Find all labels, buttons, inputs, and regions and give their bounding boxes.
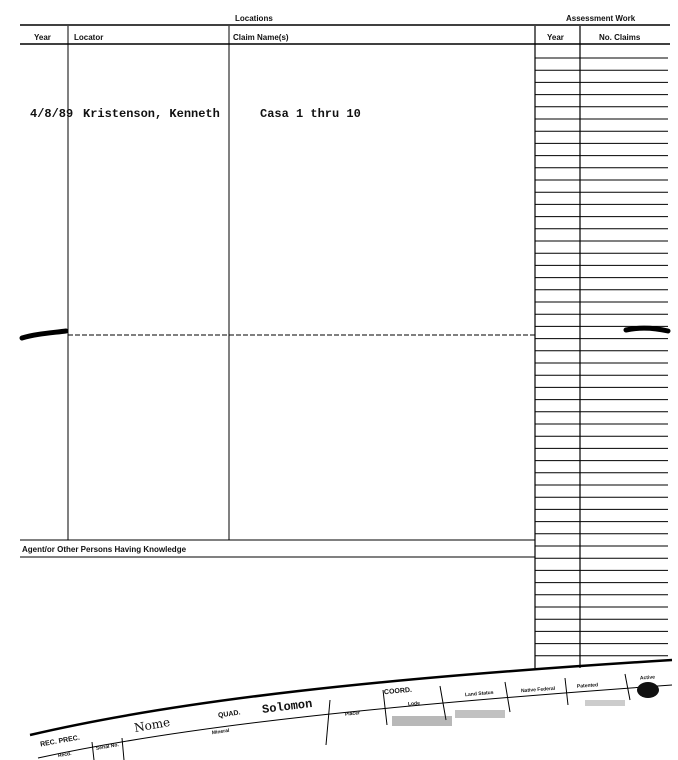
rec-prec-value: Nome [133,714,172,736]
recd-label: Recd. [57,750,72,760]
col-claim-names: Claim Name(s) [233,33,289,42]
rec-prec-label: REC. PREC. [39,734,81,749]
quad-value: Solomon [261,696,314,718]
locations-heading: Locations [235,14,273,23]
placer-label: Placer [344,710,361,718]
quad-label: QUAD. [217,709,241,720]
active-label: Active [639,674,656,682]
assessment-work-heading: Assessment Work [566,14,636,23]
coord-label: COORD. [383,686,413,697]
mineral-label: Mineral [211,727,230,737]
serial-no-label: Serial No. [95,742,120,752]
patented-label: Patented [576,682,599,690]
entry-claim: Casa 1 thru 10 [260,107,361,121]
col-assessment-year: Year [547,33,564,42]
entry-locator: Kristenson, Kenneth [83,107,220,121]
col-locator: Locator [74,33,104,42]
land-status-label: Land Status [464,689,494,699]
col-no-claims: No. Claims [599,33,641,42]
entry-date: 4/8/89 [30,107,74,121]
native-federal-label: Native Federal [520,685,556,695]
lode-label: Lode [407,700,421,708]
col-year: Year [34,33,51,42]
agents-label: Agent/or Other Persons Having Knowledge [22,545,187,554]
